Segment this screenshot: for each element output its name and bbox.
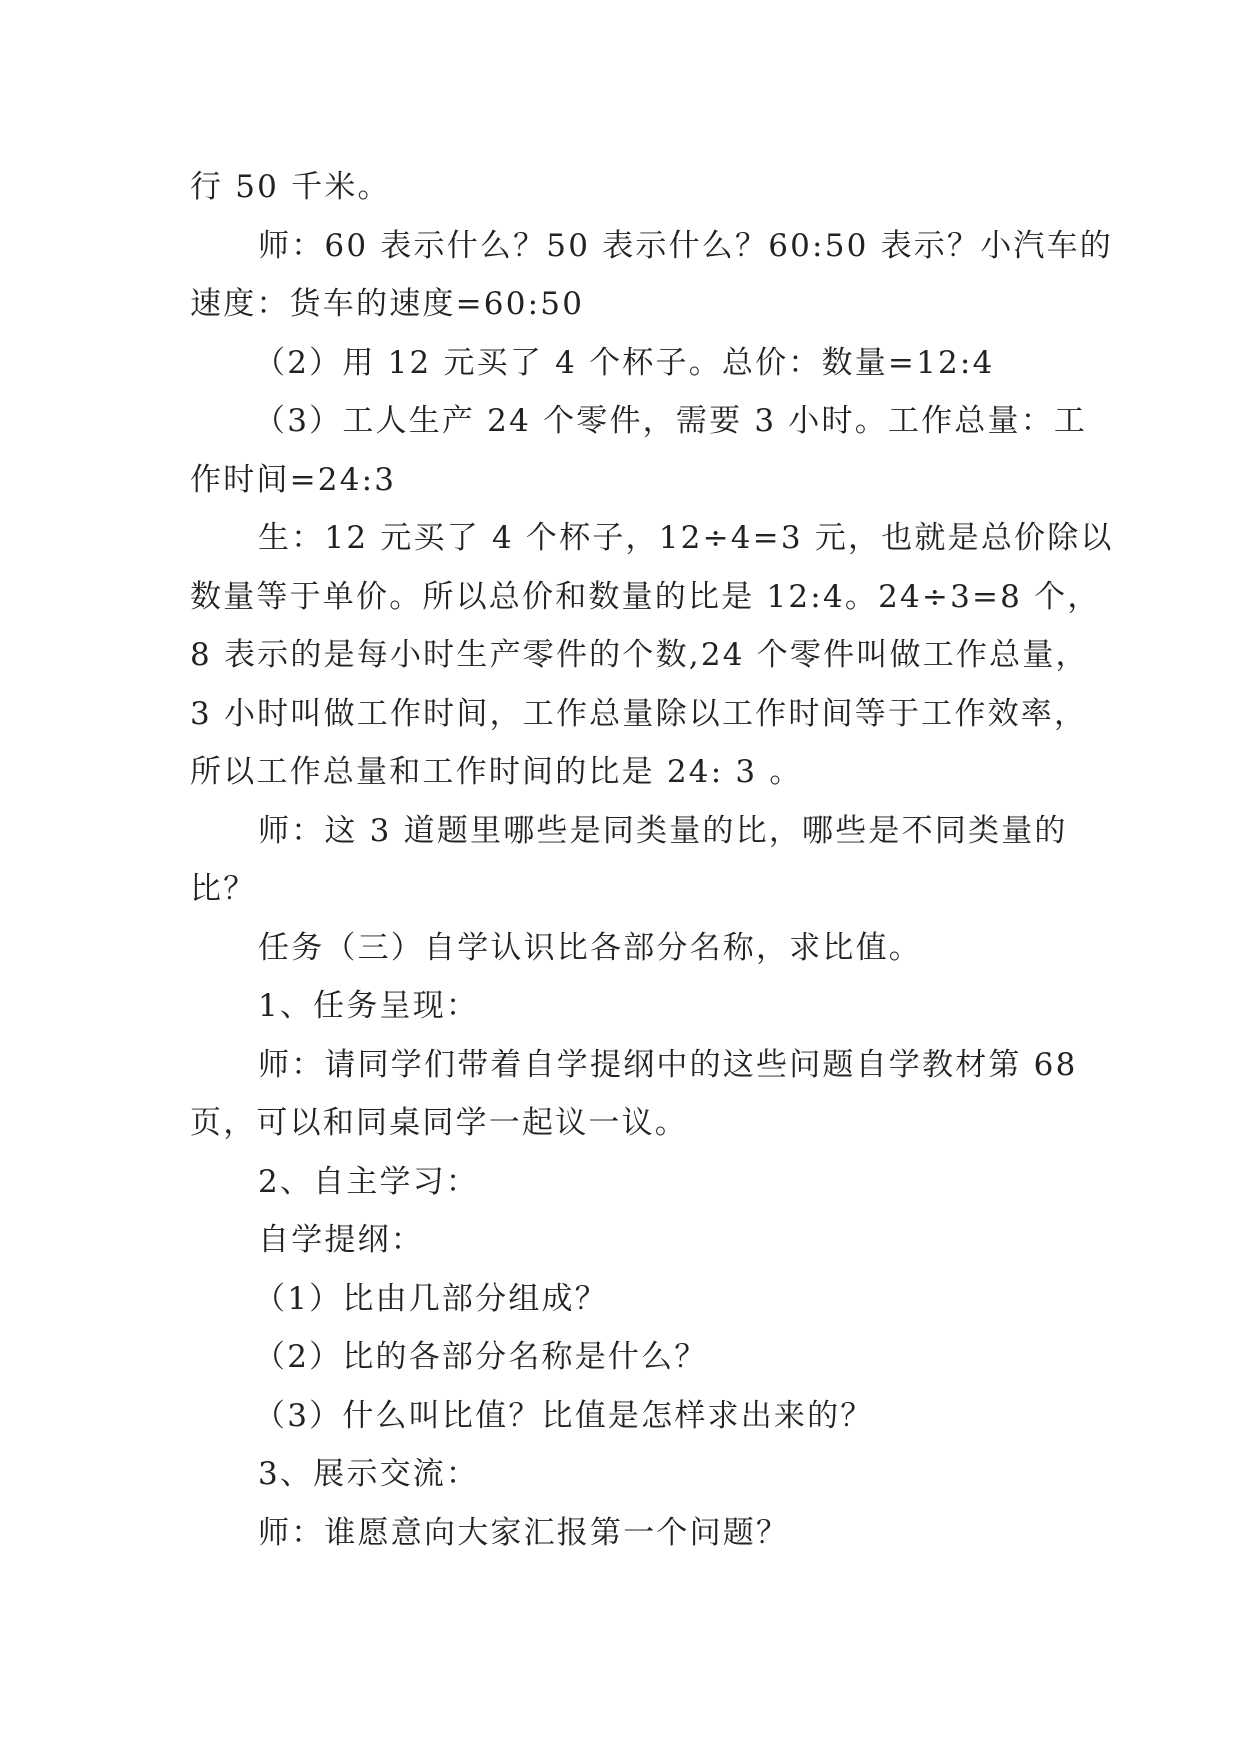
text-line: 生：12 元买了 4 个杯子，12÷4=3 元，也就是总价除以 bbox=[258, 520, 1114, 556]
text-line: 师：请同学们带着自学提纲中的这些问题自学教材第 68 bbox=[258, 1046, 1078, 1083]
document-body bbox=[190, 158, 1114, 1562]
text-line: （1）比由几部分组成？ bbox=[254, 1280, 608, 1317]
text-line: （2）比的各部分名称是什么？ bbox=[254, 1339, 708, 1375]
text-line: 作时间=24:3 bbox=[190, 461, 397, 498]
text-line: 所以工作总量和工作时间的比是 24: 3 。 bbox=[190, 754, 803, 790]
text-line: 1、任务呈现： bbox=[258, 988, 480, 1024]
text-line: （2）用 12 元买了 4 个杯子。总价：数量=12:4 bbox=[254, 344, 995, 381]
text-line: 师：谁愿意向大家汇报第一个问题？ bbox=[258, 1514, 790, 1551]
text-line: 任务（三）自学认识比各部分名称，求比值。 bbox=[258, 929, 922, 966]
text-line: 比？ bbox=[190, 871, 257, 907]
text-line: 2、自主学习： bbox=[258, 1163, 480, 1200]
text-line: （3）什么叫比值？比值是怎样求出来的？ bbox=[254, 1397, 874, 1434]
text-line: 师：这 3 道题里哪些是同类量的比，哪些是不同类量的 bbox=[258, 812, 1068, 849]
text-line: 3 小时叫做工作时间，工作总量除以工作时间等于工作效率， bbox=[190, 695, 1088, 732]
text-line: 行 50 千米。 bbox=[190, 169, 391, 205]
text-line: 师：60 表示什么？50 表示什么？60:50 表示？小汽车的 bbox=[258, 227, 1113, 264]
text-line: 数量等于单价。所以总价和数量的比是 12:4。24÷3=8 个， bbox=[190, 578, 1101, 615]
text-line: 8 表示的是每小时生产零件的个数,24 个零件叫做工作总量， bbox=[190, 637, 1089, 673]
text-line: 3、展示交流： bbox=[258, 1456, 480, 1492]
text-line: （3）工人生产 24 个零件，需要 3 小时。工作总量：工 bbox=[254, 403, 1088, 439]
text-line: 页，可以和同桌同学一起议一议。 bbox=[190, 1105, 688, 1141]
text-line: 速度：货车的速度=60:50 bbox=[190, 286, 585, 322]
text-line: 自学提纲： bbox=[258, 1222, 424, 1258]
